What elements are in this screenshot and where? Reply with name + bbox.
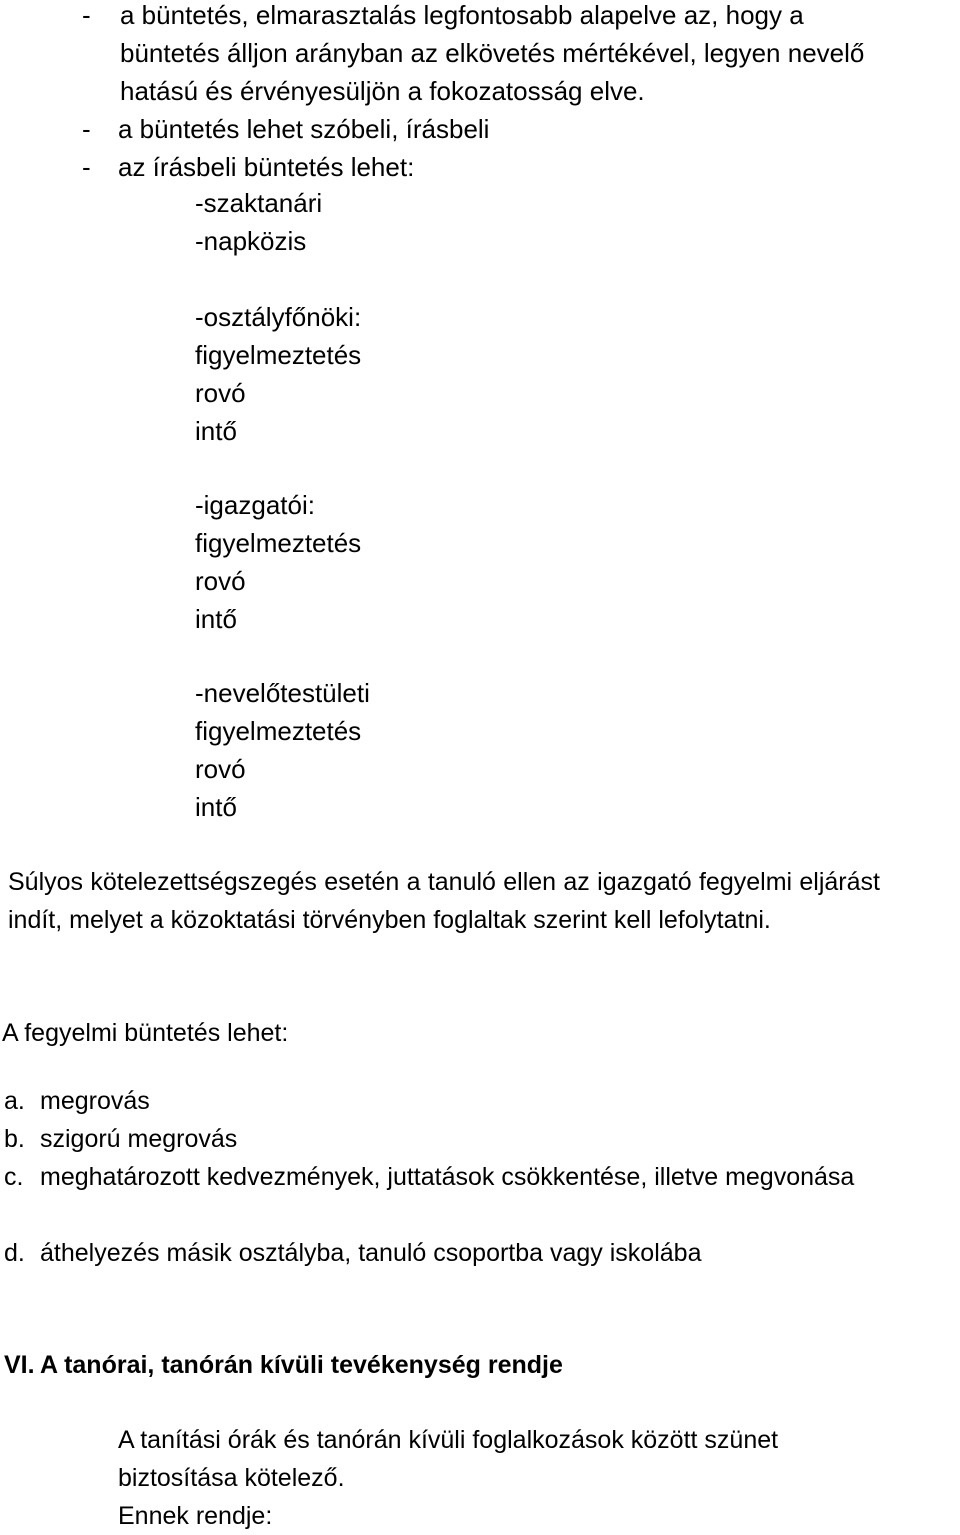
bullet-dash: - [82,0,91,30]
group-item: figyelmeztetés [195,340,362,370]
bullet-dash: - [82,152,91,182]
section-number: VI. [4,1351,35,1379]
section-paragraph-line-3: Ennek rendje: [118,1502,273,1530]
group-item: figyelmeztetés [195,528,362,558]
intro-bullet-line-3: hatású és érvényesüljön a fokozatosság elve. [120,76,645,106]
item-text: szigorú megrovás [40,1125,238,1153]
section-paragraph-line-2: biztosítása kötelező. [118,1464,345,1492]
item-text: megrovás [40,1087,150,1115]
group-item: intő [195,416,237,446]
group-title: -igazgatói: [195,490,315,520]
item-letter: c. [4,1163,24,1191]
bullet-dash: - [82,114,91,144]
group-class-teacher [195,298,361,450]
group-item: intő [195,604,237,634]
group-item: intő [195,792,237,822]
item-text: áthelyezés másik osztályba, tanuló csoportba vagy iskolába [40,1239,702,1267]
group-item: figyelmeztetés [195,716,362,746]
item-letter: b. [4,1125,25,1153]
group-title: -osztályfőnöki: [195,302,362,332]
level-teacher: -szaktanári [195,188,323,218]
item-letter: a. [4,1087,25,1115]
intro-bullet-line-2: büntetés álljon arányban az elkövetés mértékével, legyen nevelő [120,38,865,68]
section-paragraph-line-1: A tanítási órák és tanórán kívüli foglalkozások között szünet [118,1426,779,1454]
group-item: rovó [195,566,246,596]
group-title: -nevelőtestületi [195,678,370,708]
group-staff [195,674,370,826]
item-letter: d. [4,1239,25,1267]
section-title: A tanórai, tanórán kívüli tevékenység rendje [40,1351,563,1379]
item-text: meghatározott kedvezmények, juttatások csökkentése, illetve megvonása [40,1163,855,1191]
group-principal [195,486,361,638]
level-daycare: -napközis [195,226,307,256]
oral-written-bullet: a büntetés lehet szóbeli, írásbeli [118,114,490,144]
disciplinary-paragraph: Súlyos kötelezettségszegés esetén a tanuló ellen az igazgató fegyelmi eljárást indít, melyet a közoktatási törvényben foglaltak szerint kell lefolytatni. [8,868,880,934]
disciplinary-list-title: A fegyelmi büntetés lehet: [2,1019,289,1047]
group-item: rovó [195,378,246,408]
intro-bullet-line-1: a büntetés, elmarasztalás legfontosabb alapelve az, hogy a [120,0,804,30]
group-item: rovó [195,754,246,784]
written-bullet: az írásbeli büntetés lehet: [118,152,415,182]
